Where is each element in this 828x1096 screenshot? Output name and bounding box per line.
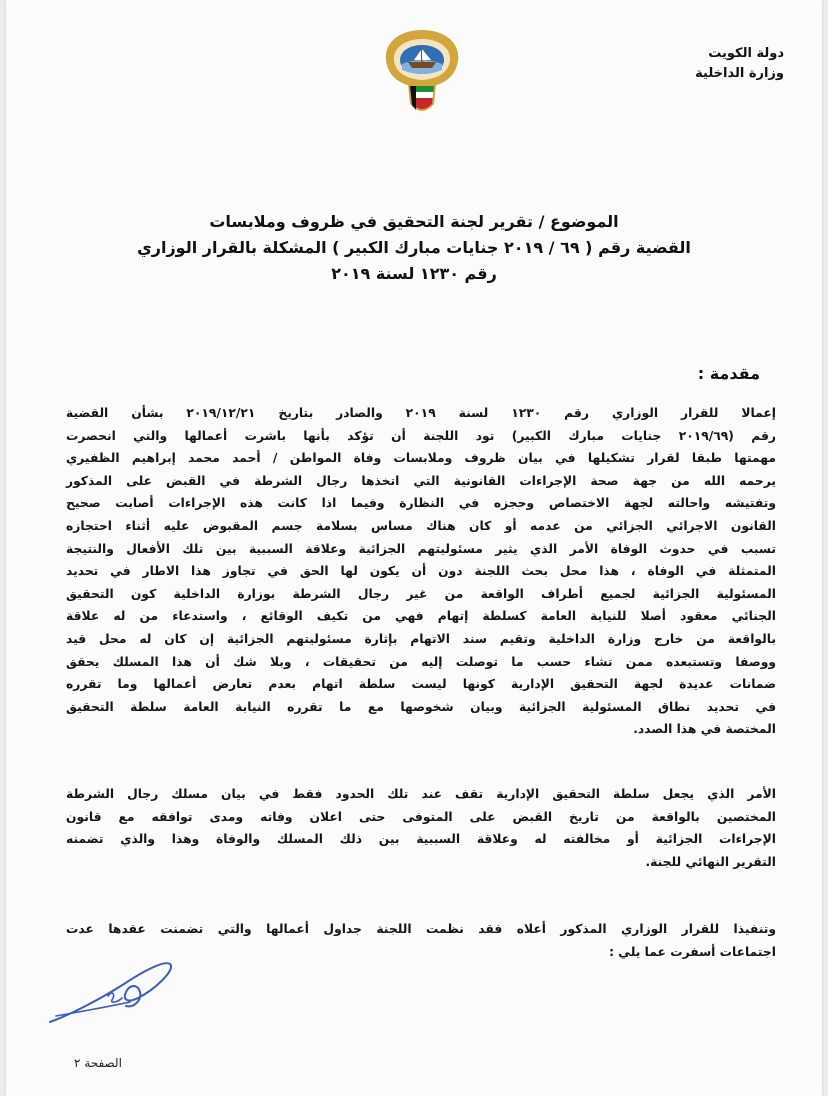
paragraph-line: يرحمه الله من جهة صحة الإجراءات القانونية التي اتخذها رجال الشرطة في القبض على المذكور xyxy=(66,473,776,488)
paragraph-line: الجنائي معقود أصلا للنيابة العامة كسلطة إتهام فهي من تكيف الوقائع ، واستدعاء من له علاقة xyxy=(66,609,776,624)
paragraph-line: مهمتها طبقا لقرار تشكيلها في بيان ظروف وملابسات وفاة المواطن / أحمد محمد إبراهيم الظفيري xyxy=(66,451,776,466)
paragraph-2 xyxy=(66,783,776,873)
signature-icon xyxy=(42,950,182,1030)
paragraph-line: وتفتيشه واحالته لجهة الاختصاص وحجزه في النظارة وفيما اذا كانت هذه الإجراءات أصابت صحيح xyxy=(66,496,776,511)
ministry-name: وزارة الداخلية xyxy=(695,66,784,81)
subject-line-3: رقم ١٢٣٠ لسنة ٢٠١٩ xyxy=(331,264,497,283)
paragraph-line: وتنفيذا للقرار الوزاري المذكور أعلاه فقد نظمت اللجنة جداول أعمالها والتي تضمنت عقدها عدت xyxy=(66,922,776,936)
subject-block xyxy=(66,209,762,287)
paragraph-line: المختصين بالواقعة من تاريخ القبض على المتوفى حتى اعلان وفاته ومدى توافقه مع قانون xyxy=(66,809,776,824)
document-page xyxy=(6,0,822,1096)
paragraph-line: رقم (٢٠١٩/٦٩ جنايات مبارك الكبير) تود اللجنة أن تؤكد بأنها باشرت أعمالها والتي انحصرت xyxy=(66,428,776,443)
paragraph-line: ووصفا وتستبعده ممن تشاء حسب ما توصلت إليه من تحقيقات ، وبلا شك أن هذا المسلك يحقق xyxy=(66,654,776,669)
paragraph-line: إعمالا للقرار الوزاري رقم ١٢٣٠ لسنة ٢٠١٩ والصادر بتاريخ ٢٠١٩/١٢/٢١ بشأن القضية xyxy=(66,406,776,420)
kuwait-emblem-icon xyxy=(378,26,466,120)
paragraph-line: المتمثلة في الوفاة ، هذا محل بحث اللجنة دون أن يكون لها الحق في تجاوز هذا الاطار في تحديد xyxy=(66,564,776,579)
intro-heading: مقدمة : xyxy=(697,364,760,383)
state-name: دولة الكويت xyxy=(708,46,784,61)
paragraph-line: المختصة في هذا الصدد. xyxy=(633,722,776,737)
page-number: الصفحة ٢ xyxy=(74,1056,122,1070)
paragraph-line: ضمانات عديدة لجهة التحقيق الإدارية كونها ليست سلطة اتهام بعدم تعارض أعمالها وما تقرره xyxy=(66,677,776,692)
paragraph-line: اجتماعات أسفرت عما يلي : xyxy=(609,944,776,959)
paragraph-line: التقرير النهائي للجنة. xyxy=(645,854,776,869)
paragraph-line: المسئولية الجزائية لجميع أطراف الواقعة من غير رجال الشرطة بوزارة الداخلية كون التحقيق xyxy=(66,586,776,601)
paragraph-line: الإجراءات الجزائية أو مخالفته له وعلاقة السببية بين ذلك المسلك والوفاة وهذا والذي تضمنه xyxy=(66,832,776,847)
letterhead xyxy=(634,44,784,84)
paragraph-line: الأمر الذي يجعل سلطة التحقيق الإدارية تقف عند تلك الحدود فقط في بيان مسلك رجال الشرطة xyxy=(66,787,776,801)
paragraph-line: في تحديد نطاق المسئولية الجزائية وبيان شخوصها مع ما تقرره النيابة العامة سلطة التحقيق xyxy=(66,699,776,714)
subject-line-2: القضية رقم ( ٦٩ / ٢٠١٩ جنايات مبارك الكبير ) المشكلة بالقرار الوزاري xyxy=(137,238,691,257)
subject-line-1: الموضوع / تقرير لجنة التحقيق في ظروف وملابسات xyxy=(209,212,619,231)
paragraph-line: بالواقعة من خارج وزارة الداخلية وتقيم سند الاتهام بإثارة مسئوليتهم الجزائية إن كان له محل قيد xyxy=(66,631,776,646)
paragraph-line: القانون الاجرائي الجزائي من عدمه أو كان هناك مساس بسلامة جسم المقبوض عليه أثناء احتجازه xyxy=(66,518,776,533)
paragraph-line: تسبب في حدوث الوفاة الأمر الذي يثير مسئوليتهم الجزائية وعلاقة السببية بين تلك الأفعال والنتيجة xyxy=(66,541,776,556)
paragraph-1 xyxy=(66,402,776,741)
